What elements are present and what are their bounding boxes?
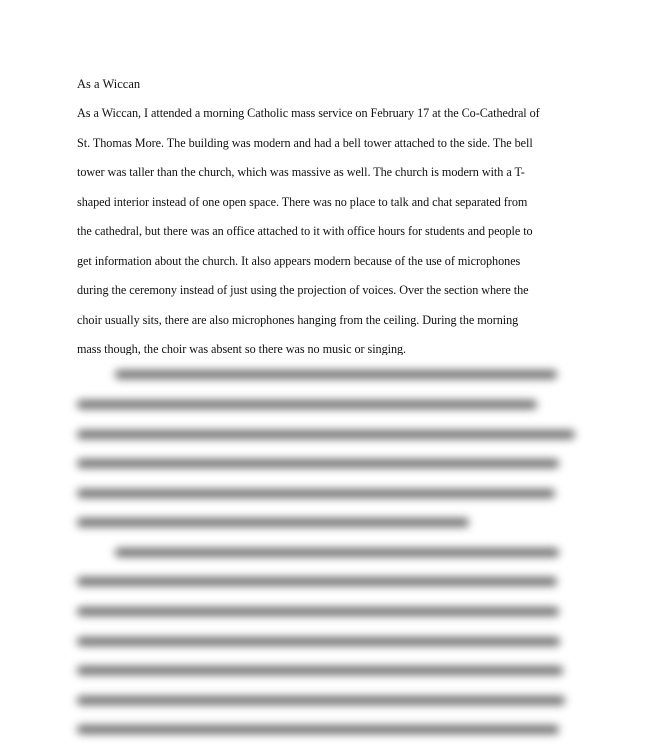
blurred-line: [77, 666, 563, 675]
body-line: choir usually sits, there are also microphones hanging from the ceiling. During the morning: [77, 312, 519, 327]
blurred-line: [77, 489, 555, 498]
blurred-line: [77, 725, 559, 734]
blurred-line: [77, 518, 469, 527]
body-line: get information about the church. It also appears modern because of the use of microphones: [77, 253, 521, 268]
blurred-line: [77, 696, 565, 705]
blurred-line: [115, 548, 559, 557]
body-line: the cathedral, but there was an office attached to it with office hours for students and people to: [77, 224, 533, 238]
blurred-line: [77, 459, 559, 468]
blurred-line: [77, 577, 557, 586]
body-line: mass though, the choir was absent so there was no music or singing.: [77, 342, 407, 355]
blurred-line: [77, 637, 560, 646]
blurred-preview-text: [77, 362, 582, 750]
body-line: shaped interior instead of one open space. There was no place to talk and chat separated from: [77, 194, 528, 209]
blurred-line: [115, 370, 557, 379]
blurred-line: [77, 400, 537, 409]
blurred-line: [77, 430, 575, 439]
body-line: As a Wiccan, I attended a morning Catholic mass service on February 17 at the Co-Cathedral of: [77, 106, 540, 120]
body-line: St. Thomas More. The building was modern and had a bell tower attached to the side. The bell: [77, 135, 533, 150]
body-line: during the ceremony instead of just using the projection of voices. Over the section where the: [77, 283, 529, 297]
document-body-visible: [77, 105, 597, 355]
body-line: tower was taller than the church, which was massive as well. The church is modern with a T-: [77, 165, 525, 179]
blurred-line: [77, 607, 559, 616]
document-title: As a Wiccan: [77, 77, 141, 91]
